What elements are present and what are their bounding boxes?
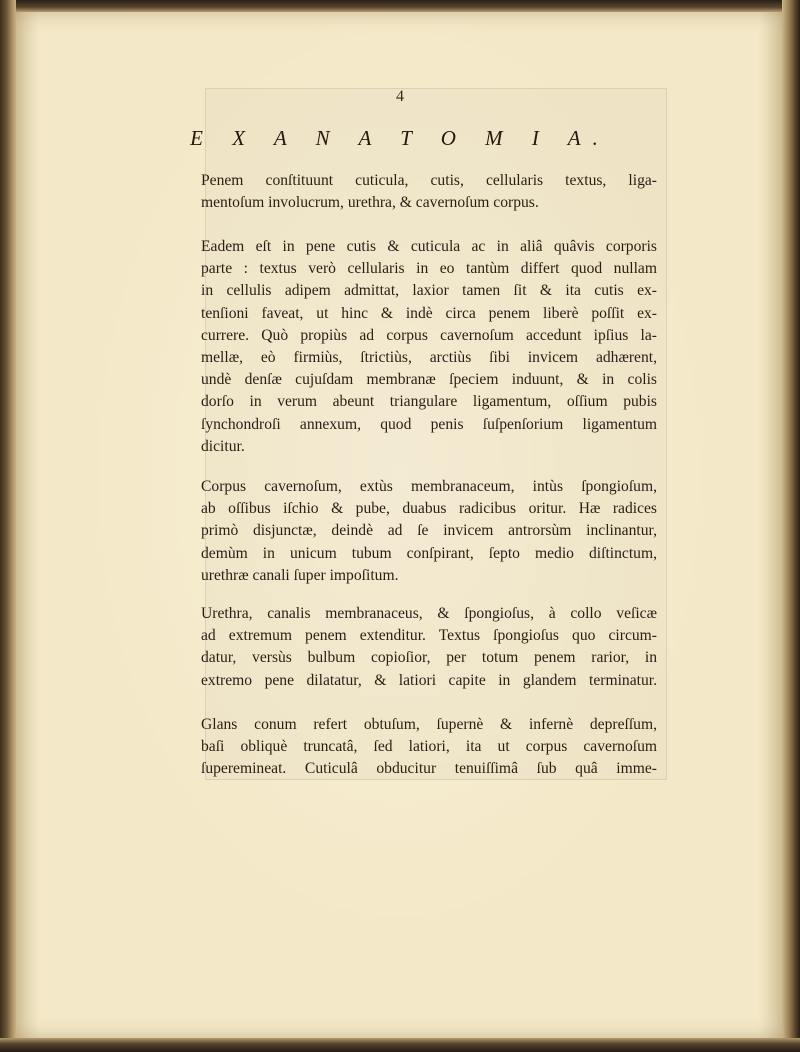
paragraph-5	[201, 714, 657, 781]
text-line: Glans conum refert obtuſum, ſupernè & infernè depreſſum,	[201, 716, 657, 733]
text-line: ſynchondroſi annexum, quod penis ſuſpenſorium ligamentum	[201, 415, 657, 433]
text-line: undè denſæ cujuſdam membranæ ſpeciem induunt, & in colis	[201, 371, 657, 389]
text-line: Eadem eſt in pene cutis & cuticula ac in aliâ quâvis corporis	[201, 238, 657, 255]
right-binding-edge	[782, 0, 800, 1052]
text-line: Corpus cavernoſum, extùs membranaceum, intùs ſpongioſum,	[201, 478, 657, 495]
left-binding-edge	[0, 0, 16, 1052]
page-number: 4	[396, 88, 404, 105]
text-line: urethræ canali ſuper impoſitum.	[201, 566, 399, 584]
text-line: tenſioni faveat, ut hinc & indè circa penem liberè poſſit ex-	[201, 304, 657, 322]
paragraph-1	[201, 170, 657, 214]
top-page-edge	[0, 0, 800, 12]
text-line: demùm in unicum tubum conſpirant, ſepto medio diſtinctum,	[201, 544, 657, 562]
text-line: currere. Quò propiùs ad corpus cavernoſum accedunt ipſius la-	[201, 326, 657, 344]
text-line: mellæ, eò firmiùs, ſtrictiùs, arctiùs ſibi invicem adhærent,	[201, 349, 657, 367]
paragraph-2	[201, 236, 657, 458]
paragraph-3	[201, 476, 657, 587]
text-line: primò disjunctæ, deindè ad ſe invicem antrorsùm inclinantur,	[201, 522, 657, 540]
text-line: ab oſſibus iſchio & pube, duabus radicibus oritur. Hæ radices	[201, 500, 657, 518]
text-line: mentoſum involucrum, urethra, & cavernoſum corpus.	[201, 194, 539, 212]
paragraph-4	[201, 603, 657, 692]
text-line: in cellulis adipem admittat, laxior tamen ſit & ita cutis ex-	[201, 282, 657, 300]
text-line: baſi obliquè truncatâ, ſed latiori, ita ut corpus cavernoſum	[201, 738, 657, 756]
text-line: Penem conſtituunt cuticula, cutis, cellularis textus, liga-	[201, 172, 657, 189]
text-line: dicitur.	[201, 437, 245, 455]
bottom-page-edge	[0, 1038, 800, 1052]
text-line: ſuperemineat. Cuticulâ obducitur tenuiſſimâ ſub quâ imme-	[201, 760, 657, 778]
page-heading: E X A N A T O M I A.	[190, 126, 610, 150]
text-line: extremo pene dilatatur, & latiori capite in glandem terminatur.	[201, 671, 657, 689]
text-line: dorſo in verum abeunt triangulare ligamentum, oſſium pubis	[201, 393, 657, 411]
text-line: datur, versùs bulbum copioſior, per totum penem rarior, in	[201, 649, 657, 667]
text-line: parte : textus verò cellularis in eo tantùm differt quod nullam	[201, 260, 657, 278]
text-line: ad extremum penem extenditur. Textus ſpongioſus quo circum-	[201, 627, 657, 645]
text-line: Urethra, canalis membranaceus, & ſpongioſus, à collo veſicæ	[201, 605, 657, 622]
